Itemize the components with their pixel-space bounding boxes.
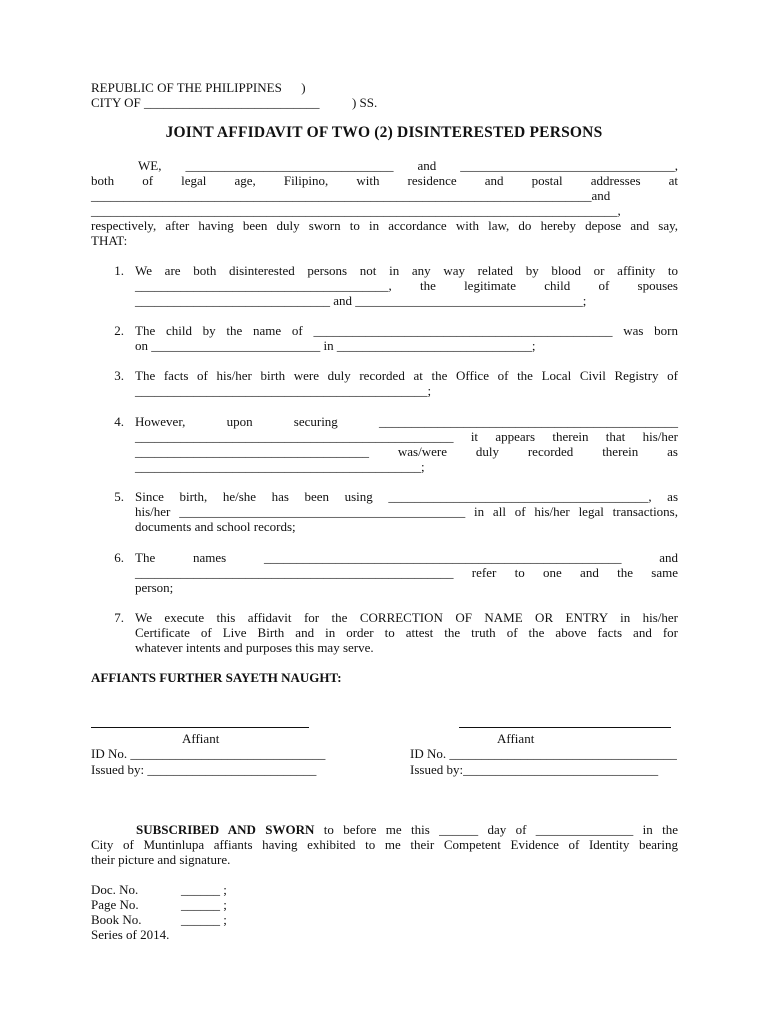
item-1-row: _______________________________________, the legitimate child of spouses — [135, 278, 678, 293]
page-no-label: Page No. — [91, 897, 139, 912]
item-5 — [135, 489, 678, 534]
item-6-row: _________________________________________________ refer to one and the same — [135, 565, 678, 580]
item-4 — [135, 414, 678, 474]
page-no-blank: ______ ; — [181, 897, 227, 912]
book-no-blank: ______ ; — [181, 912, 227, 927]
right-affiant-label: Affiant — [497, 731, 535, 746]
header-republic: REPUBLIC OF THE PHILIPPINES ) — [91, 80, 306, 95]
jurat-row-2: City of Muntinlupa affiants having exhibited to me their Competent Evidence of Identity bearing — [91, 837, 678, 852]
item-4-row: However, upon securing ______________________________________________ — [135, 414, 678, 429]
doc-no-label: Doc. No. — [91, 882, 139, 897]
item-5-row: his/her ____________________________________________ in all of his/her legal transactions, — [135, 504, 678, 519]
affiants-statement: AFFIANTS FURTHER SAYETH NAUGHT: — [91, 670, 342, 685]
jurat-row-1 — [136, 822, 678, 837]
intro-row-3: _____________________________________________________________________________and — [91, 188, 611, 203]
item-3-row: The facts of his/her birth were duly recorded at the Office of the Local Civil Registry of — [135, 368, 678, 383]
right-issued-by: Issued by:______________________________ — [410, 762, 659, 777]
right-signature-line — [459, 727, 671, 728]
left-affiant-label: Affiant — [182, 731, 220, 746]
intro-row-5: respectively, after having been duly sworn to in accordance with law, do hereby depose and say, — [91, 218, 678, 233]
item-2-row: on __________________________ in ______________________________; — [135, 338, 536, 353]
intro-row-4: _________________________________________________________________________________, — [91, 203, 621, 218]
item-5-row: documents and school records; — [135, 519, 296, 534]
jurat-bold-lead: SUBSCRIBED AND SWORN — [136, 822, 315, 837]
item-4-row: ____________________________________ was/were duly recorded therein as — [135, 444, 678, 459]
item-7-row: Certificate of Live Birth and in order to attest the truth of the above facts and for — [135, 625, 678, 640]
item-5-row: Since birth, he/she has been using ________________________________________, as — [135, 489, 678, 504]
item-6-number: 6. — [114, 550, 124, 565]
item-7 — [135, 610, 678, 655]
item-7-number: 7. — [114, 610, 124, 625]
left-id-number: ID No. ______________________________ — [91, 746, 326, 761]
intro-row-6: THAT: — [91, 233, 128, 248]
item-2 — [135, 323, 678, 353]
item-2-row: The child by the name of ______________________________________________ was born — [135, 323, 678, 338]
item-6 — [135, 550, 678, 595]
item-4-row: ____________________________________________; — [135, 459, 425, 474]
item-2-number: 2. — [114, 323, 124, 338]
item-1 — [135, 263, 678, 308]
item-5-number: 5. — [114, 489, 124, 504]
left-issued-by: Issued by: __________________________ — [91, 762, 317, 777]
book-no-label: Book No. — [91, 912, 142, 927]
jurat-row-3: their picture and signature. — [91, 852, 231, 867]
item-3 — [135, 368, 678, 398]
series-year: Series of 2014. — [91, 927, 170, 942]
item-3-row: _____________________________________________; — [135, 383, 432, 398]
right-id-number: ID No. ___________________________________ — [410, 746, 677, 761]
item-7-row: We execute this affidavit for the CORRECTION OF NAME OR ENTRY in his/her — [135, 610, 678, 625]
intro-row-1: WE, ________________________________ and _________________________________, — [138, 158, 678, 173]
item-6-row: person; — [135, 580, 174, 595]
item-4-row: _________________________________________________ it appears therein that his/her — [135, 429, 678, 444]
item-3-number: 3. — [114, 368, 124, 383]
item-1-row: We are both disinterested persons not in any way related by blood or affinity to — [135, 263, 678, 278]
item-7-row: whatever intents and purposes this may serve. — [135, 640, 374, 655]
item-1-number: 1. — [114, 263, 124, 278]
item-4-number: 4. — [114, 414, 124, 429]
document-title: JOINT AFFIDAVIT OF TWO (2) DISINTERESTED PERSONS — [165, 124, 603, 141]
left-signature-line — [91, 727, 309, 728]
item-6-row: The names _______________________________________________________ and — [135, 550, 678, 565]
header-city: CITY OF ___________________________ ) SS. — [91, 95, 378, 110]
jurat-row-1-rest: to before me this ______ day of _______________ in the — [314, 822, 678, 837]
item-1-row: ______________________________ and ___________________________________; — [135, 293, 587, 308]
intro-row-2: both of legal age, Filipino, with residence and postal addresses at — [91, 173, 678, 188]
doc-no-blank: ______ ; — [181, 882, 227, 897]
